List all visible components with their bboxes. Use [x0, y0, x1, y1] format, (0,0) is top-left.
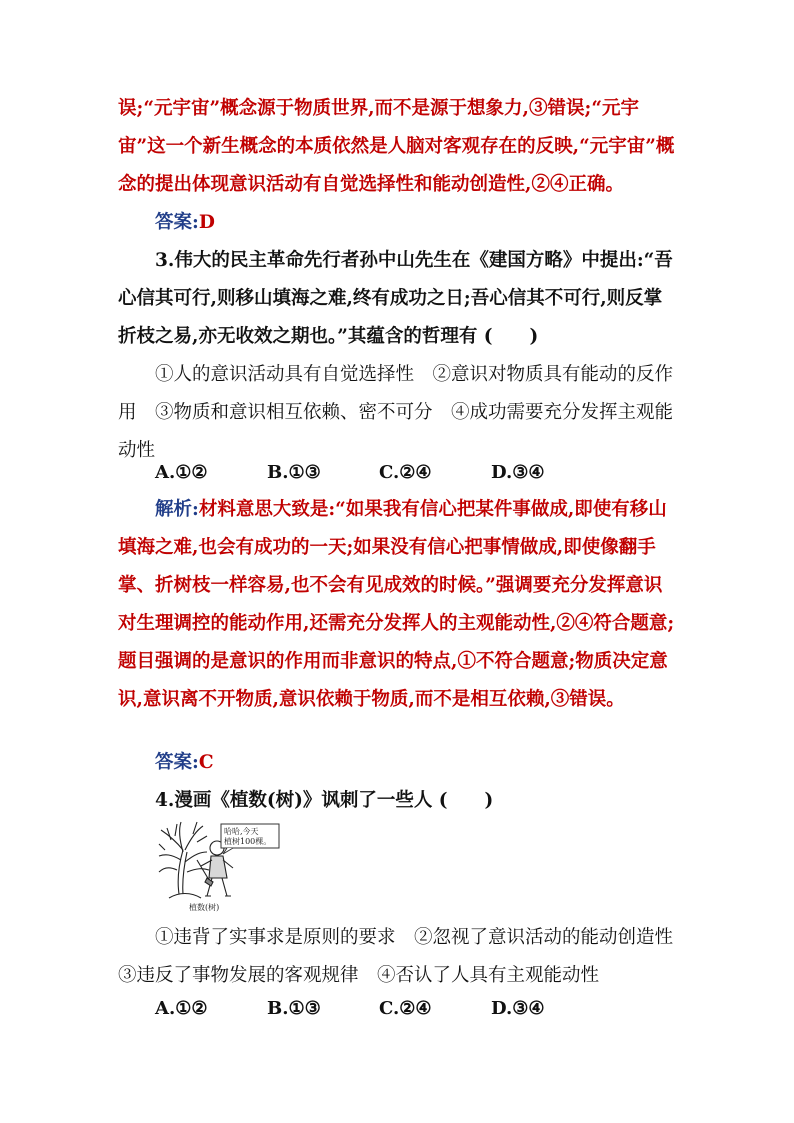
q3-options [155, 462, 603, 483]
answer-label: 答案: [155, 212, 199, 233]
speech-line-2: 植树100棵。 [224, 837, 272, 846]
q4-option-b: B.①③ [267, 998, 321, 1019]
q4-statements: ①违背了实事求是原则的要求 ②忽视了意识活动的能动创造性 ③违反了事物发展的客观规律 ④否认了人具有主观能动性 [118, 927, 692, 986]
q3-analysis [118, 491, 678, 719]
q4-option-c: C.②④ [379, 998, 432, 1019]
q3-stem: 3.伟大的民主革命先行者孙中山先生在《建国方略》中提出:“吾心信其可行,则移山填海之难,终有成功之日;吾心信其不可行,则反掌折枝之易,亦无收效之期也。”其蕴含的哲理有 ( ) [118, 250, 673, 347]
q4-stem: 4.漫画《植数(树)》讽刺了一些人 ( ) [155, 790, 494, 811]
tree-planting-cartoon [157, 820, 287, 916]
q3-option-a: A.①② [155, 462, 208, 483]
q3-option-b: B.①③ [267, 462, 321, 483]
analysis-label: 解析: [155, 499, 199, 520]
continued-analysis-text: 误;“元宇宙”概念源于物质世界,而不是源于想象力,③错误;“元宇宙”这一个新生概念的本质依然是人脑对客观存在的反映,“元宇宙”概念的提出体现意识活动有自觉选择性和能动创造性,②④正确。 [118, 98, 675, 195]
q2-answer-line [118, 204, 678, 242]
q3-answer-line [118, 744, 678, 782]
q4-option-a: A.①② [155, 998, 208, 1019]
cartoon-caption: 植数(树) [189, 903, 220, 912]
q3-analysis-text: 材料意思大致是:“如果我有信心把某件事做成,即使有移山填海之难,也会有成功的一天;如果没有信心把事情做成,即使像翻手掌、折树枝一样容易,也不会有见成效的时候。”强调要充分发挥意识对生理调控的能动作用,还需充分发挥人的主观能动性,②④符合题意;题目强调的是意识的作用而非意识的特点,①不符合题意;物质决定意识,意识离不开物质,意识依赖于物质,而不是相互依赖,③错误。 [118, 499, 675, 710]
q3-option-d: D.③④ [491, 462, 545, 483]
q3-answer-value: C [198, 752, 214, 773]
q4-options [155, 998, 603, 1019]
q2-answer-value: D [198, 212, 215, 233]
q3-option-c: C.②④ [379, 462, 432, 483]
q3-statements: ①人的意识活动具有自觉选择性 ②意识对物质具有能动的反作用 ③物质和意识相互依赖、密不可分 ④成功需要充分发挥主观能动性 [118, 364, 674, 461]
q4-option-d: D.③④ [491, 998, 545, 1019]
speech-line-1: 哈哈,今天 [224, 827, 259, 836]
answer-label-2: 答案: [155, 752, 199, 773]
